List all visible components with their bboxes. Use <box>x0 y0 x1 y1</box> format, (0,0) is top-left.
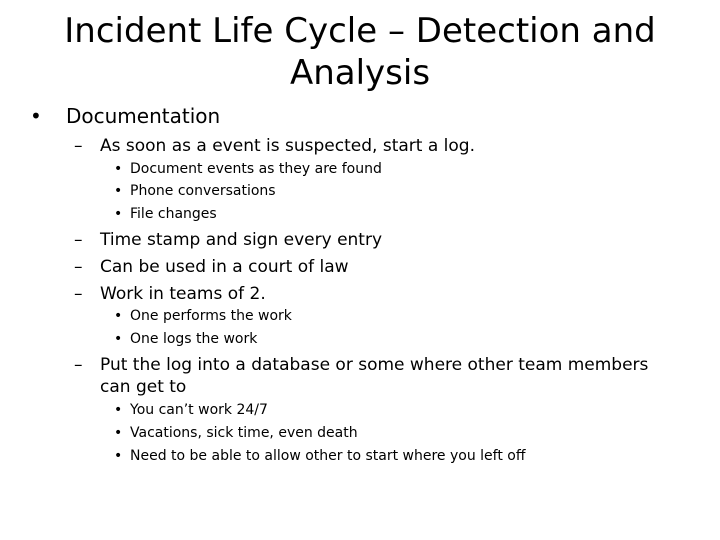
bullet-marker: • <box>114 206 123 222</box>
bullet-marker: • <box>114 161 123 177</box>
sub-bullet-text-line-1: Put the log into a database or some where other team members <box>100 355 649 375</box>
sub-bullet-text: As soon as a event is suspected, start a log. <box>100 136 475 156</box>
item-phone-conversations <box>114 182 276 200</box>
bullet-marker: • <box>114 183 123 199</box>
item-one-performs <box>114 307 292 325</box>
item-text: Document events as they are found <box>130 161 382 177</box>
title-line-1: Incident Life Cycle – Detection and <box>64 11 656 51</box>
bullet-marker: • <box>114 402 123 418</box>
bullet-documentation <box>30 104 220 128</box>
item-text: One logs the work <box>130 331 258 347</box>
bullet-marker: • <box>30 104 42 128</box>
dash-marker: – <box>74 284 83 304</box>
dash-marker: – <box>74 257 83 277</box>
item-text: Need to be able to allow other to start where you left off <box>130 448 526 464</box>
item-document-events <box>114 160 382 178</box>
sub-bullet-timestamp <box>74 229 382 251</box>
sub-bullet-start-log <box>74 135 475 157</box>
dash-marker: – <box>74 230 83 250</box>
bullet-text: Documentation <box>66 104 221 128</box>
item-text: Vacations, sick time, even death <box>130 425 358 441</box>
bullet-marker: • <box>114 308 123 324</box>
item-cant-work <box>114 401 268 419</box>
sub-bullet-teams <box>74 283 266 305</box>
item-one-logs <box>114 330 257 348</box>
dash-marker: – <box>74 136 83 156</box>
item-vacations <box>114 424 358 442</box>
bullet-marker: • <box>114 331 123 347</box>
sub-bullet-text: Work in teams of 2. <box>100 284 266 304</box>
sub-bullet-court <box>74 256 349 278</box>
sub-bullet-database <box>74 354 664 398</box>
sub-bullet-text: Time stamp and sign every entry <box>100 230 383 250</box>
sub-bullet-text-line-2: can get to <box>100 377 187 397</box>
item-text: You can’t work 24/7 <box>130 402 268 418</box>
item-text: One performs the work <box>130 308 292 324</box>
item-file-changes <box>114 205 217 223</box>
bullet-marker: • <box>114 425 123 441</box>
bullet-marker: • <box>114 448 123 464</box>
dash-marker: – <box>74 355 83 375</box>
item-allow-other <box>114 447 526 465</box>
item-text: Phone conversations <box>130 183 276 199</box>
item-text: File changes <box>130 206 217 222</box>
slide-title <box>40 10 680 94</box>
sub-bullet-text: Can be used in a court of law <box>100 257 349 277</box>
title-line-2: Analysis <box>289 53 431 93</box>
